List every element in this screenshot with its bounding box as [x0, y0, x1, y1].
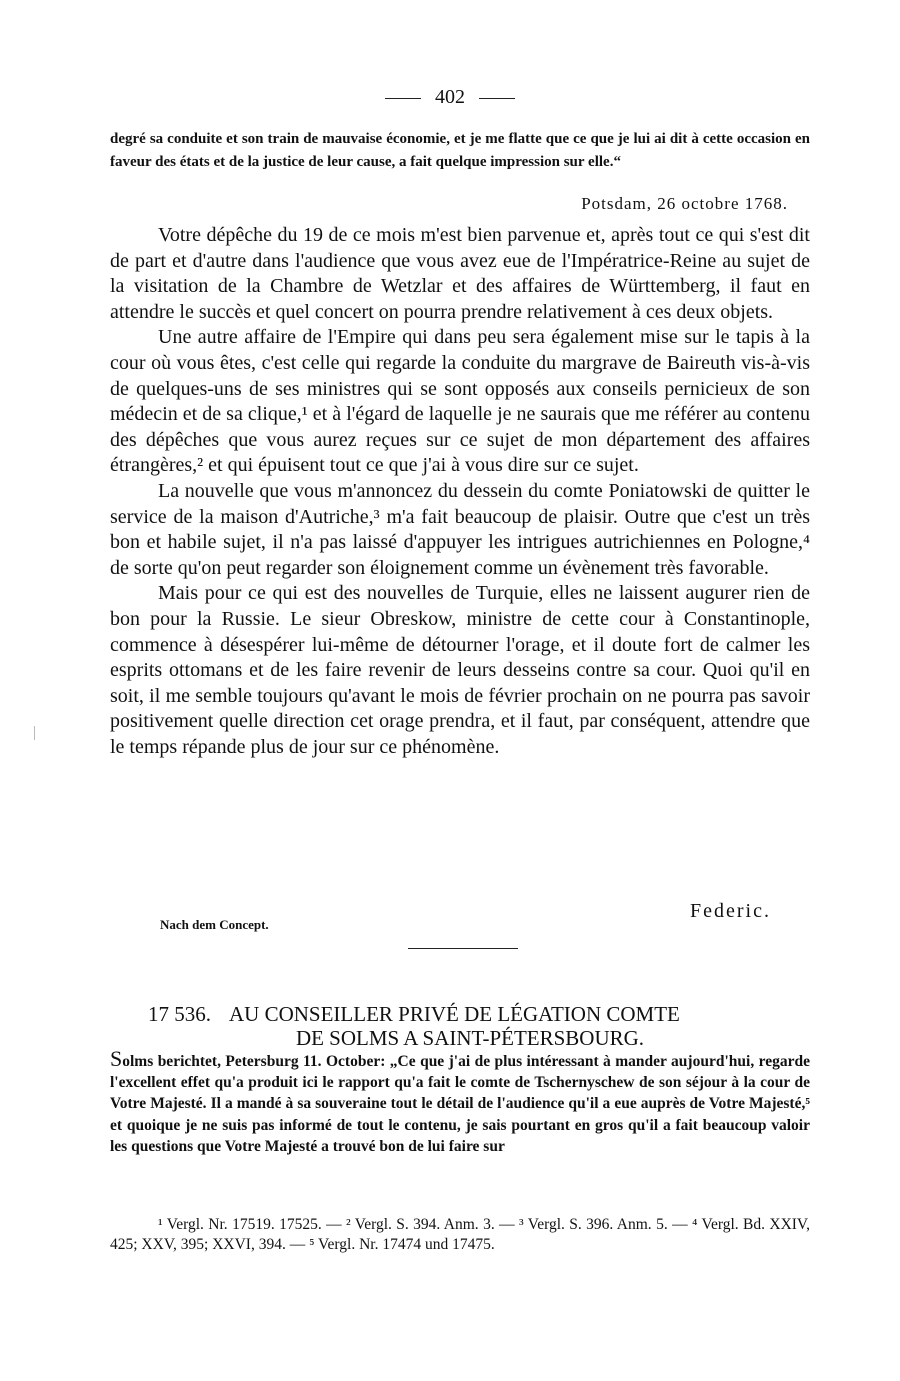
letter-paragraph-2: Une autre affaire de l'Empire qui dans peu sera également mise sur le tapis à la cour où vous êtes, c'est celle qui regarde la conduite du margrave de Baireuth vis-à-vis de quelques-uns de ses ministres qui se sont opposés aux conseils pernicieux de son médecin et de sa clique,¹ et à l'égard de laquelle je ne saurais que me référer au contenu des dépêches que vous aurez reçues sur ce sujet de mon département des affaires étrangères,² et qui épuisent tout ce que j'ai à vous dire sur ce sujet. [110, 326, 810, 477]
section-title-line-1: AU CONSEILLER PRIVÉ DE LÉGATION COMTE [229, 1002, 680, 1026]
page-number: 402 [435, 86, 465, 108]
section-number: 17 536. [148, 1002, 211, 1026]
previous-quote-text: degré sa conduite et son train de mauvaise économie, et je me flatte que ce que je lui ai dit à cette occasion en faveur des états et de la justice de leur cause, a fait quelque impression sur elle.“ [110, 131, 810, 170]
margin-mark [34, 726, 36, 740]
letter-paragraph-1: Votre dépêche du 19 de ce mois m'est bien parvenue et, après tout ce qui s'est dit de part et d'autre dans l'audience que vous avez eue de l'Impératrice-Reine au sujet de la visitation de la Chambre de Wetzlar et des affaires de Württemberg, il faut en attendre le succès et quel concert on pourra prendre relativement à ces deux objets. [110, 224, 810, 323]
footnotes-text: ¹ Vergl. Nr. 17519. 17525. — ² Vergl. S. 394. Anm. 3. — ³ Vergl. S. 396. Anm. 5. — ⁴ Vergl. Bd. XXIV, 425; XXV, 395; XXVI, 394. — ⁵ Vergl. Nr. 17474 und 17475. [110, 1216, 810, 1253]
page-header [0, 86, 900, 109]
report-initial: S [110, 1046, 123, 1071]
letter-paragraph-4: Mais pour ce qui est des nouvelles de Turquie, elles ne laissent augurer rien de bon pour la Russie. Le sieur Obreskow, ministre de cette cour à Constantinople, commence à désespérer lui-même de détourner l'orage, et il doute fort de calmer les esprits ottomans et de les faire revenir de leurs desseins contre sa cour. Quoi qu'il en soit, il me semble toujours qu'avant le mois de février prochain on ne pourra pas savoir positivement quelle direction cet orage prendra, et il faut, par conséquent, attendre que le temps répande plus de jour sur ce phénomène. [110, 582, 810, 758]
concept-note: Nach dem Concept. [160, 917, 269, 932]
letter-paragraph-3: La nouvelle que vous m'annoncez du dessein du comte Poniatowski de quitter le service de la maison d'Autriche,³ m'a fait beaucoup de plaisir. Outre que c'est un très bon et habile sujet, il n'a pas laissé d'appuyer les intrigues autrichiennes en Pologne,⁴ de sorte qu'on peut regarder son éloignement comme un évènement très favorable. [110, 479, 810, 579]
section-heading-line-1 [110, 1002, 810, 1026]
report-text: olms berichtet, Petersburg 11. October: „Ce que j'ai de plus intéressant à mander aujourd'hui, regarde l'excellent effet qu'a produit ici le rapport qu'a fait le comte de Tschernyschew de son séjour à la cour de Votre Majesté. Il a mandé à sa souveraine tout le détail de l'audience qu'il a eue auprès de Votre Majesté,⁵ et quoique je ne suis pas informé de tout le contenu, je sais pourtant en gros qu'il a fait beaucoup valoir les questions que Votre Majesté a trouvé bon de lui faire sur [110, 1053, 810, 1155]
header-dash-left [385, 98, 421, 99]
report-summary [110, 1048, 810, 1157]
header-dash-right [479, 98, 515, 99]
letter-body [110, 223, 810, 760]
section-title-line-2: DE SOLMS A SAINT-PÉTERSBOURG. [295, 1026, 645, 1050]
signature: Federic. [690, 900, 771, 922]
section-heading [110, 1002, 810, 1050]
previous-quote [110, 128, 810, 174]
report-paragraph [110, 1048, 810, 1157]
section-divider [408, 948, 518, 949]
footnotes [110, 1215, 810, 1255]
dateline: Potsdam, 26 octobre 1768. [581, 194, 788, 213]
